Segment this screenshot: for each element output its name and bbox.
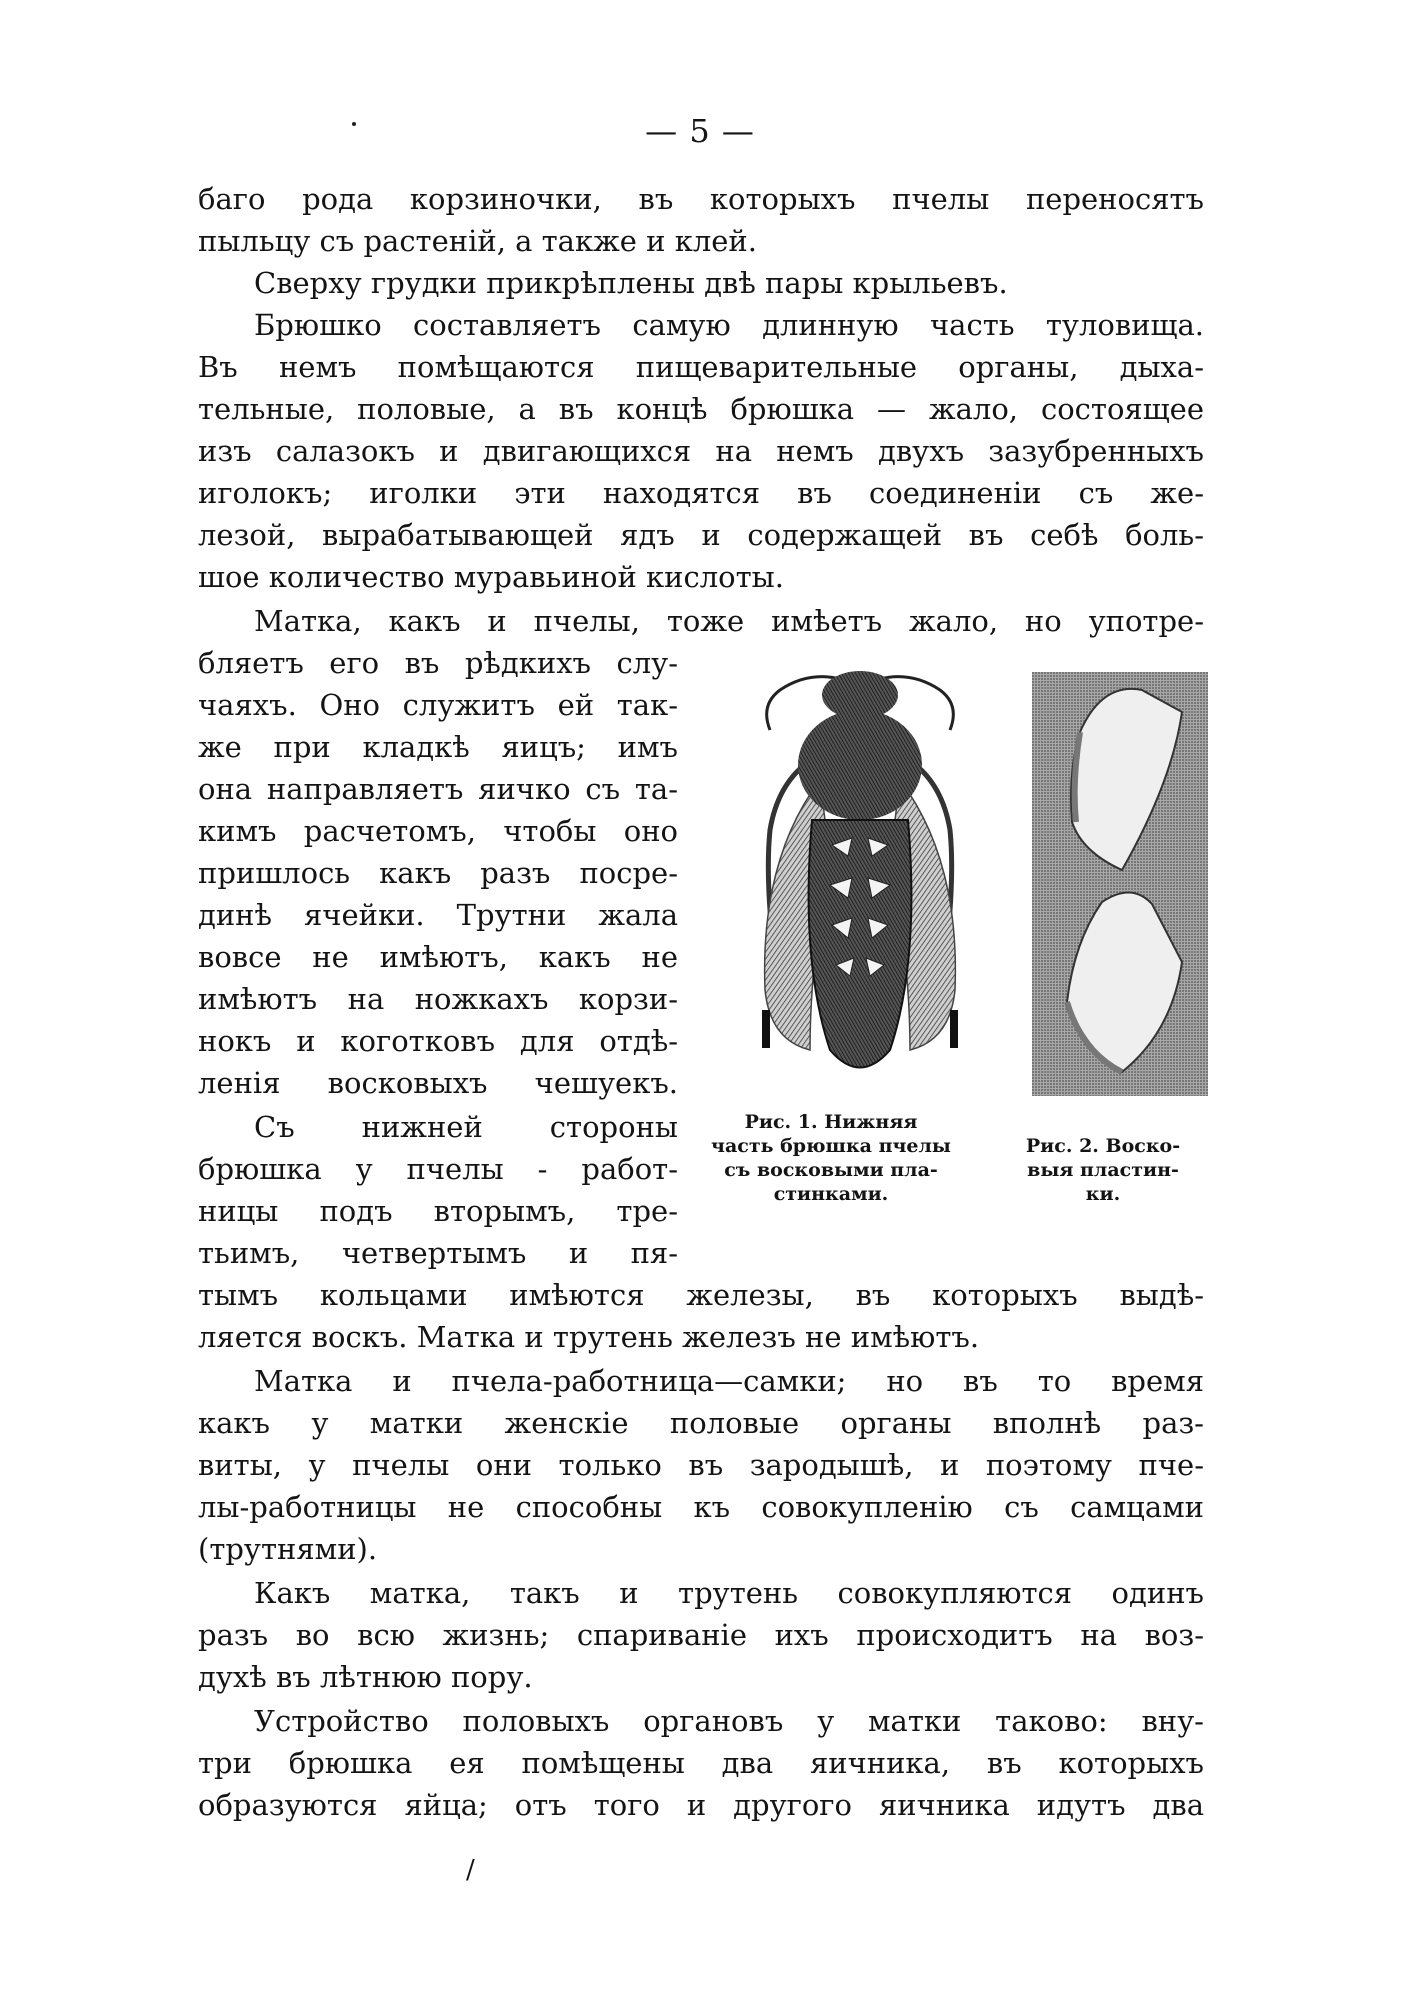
page-number: — 5 — [645,112,755,150]
text-line: Съ нижней стороны [254,1110,678,1144]
text-line: образуются яйца; отъ того и другого яичника идутъ два [198,1788,1204,1822]
text-line: тьимъ, четвертымъ и пя- [198,1236,678,1270]
text-line: духѣ въ лѣтнюю пору. [198,1660,533,1694]
text-line: ляется воскъ. Матка и трутень железъ не имѣютъ. [198,1320,980,1354]
text-line: динѣ ячейки. Трутни жала [198,898,678,932]
wax-plates-illustration [1032,672,1208,1096]
text-line: пыльцу съ растеній, а также и клей. [198,224,757,258]
figure-2-caption [996,1134,1210,1206]
text-line: иголокъ; иголки эти находятся въ соединеніи съ же- [198,476,1204,510]
text-line: брюшка у пчелы - работ- [198,1152,678,1186]
text-line: лы-работницы не способны къ совокупленію съ самцами [198,1490,1204,1524]
caption-line: стинками. [773,1183,889,1205]
text-line: тымъ кольцами имѣются железы, въ которыхъ выдѣ- [198,1278,1204,1312]
text-line: лезой, вырабатывающей ядъ и содержащей въ себѣ боль- [198,518,1204,552]
text-line: баго рода корзиночки, въ которыхъ пчелы переносятъ [198,182,1204,216]
text-line: какъ у матки женскіе половые органы вполнѣ раз- [198,1406,1204,1440]
text-line: Матка, какъ и пчелы, тоже имѣетъ жало, но употре- [254,604,1204,638]
text-line: кимъ расчетомъ, чтобы оно [198,814,678,848]
text-line: нокъ и коготковъ для отдѣ- [198,1024,678,1058]
scan-mark: / [466,1855,475,1885]
text-line: пришлось какъ разъ посре- [198,856,678,890]
text-line: Сверху грудки прикрѣплены двѣ пары крыльевъ. [254,266,1008,300]
text-line: чаяхъ. Оно служитъ ей так- [198,688,678,722]
bee-abdomen-illustration [740,660,980,1090]
scan-speck [352,122,356,126]
text-line: шое количество муравьиной кислоты. [198,560,784,594]
text-line: Какъ матка, такъ и трутень совокупляются одинъ [254,1576,1204,1610]
caption-line: съ восковыми пла- [724,1159,938,1181]
text-line: Въ немъ помѣщаются пищеварительные органы, дыха- [198,350,1204,384]
text-line: тельные, половые, а въ концѣ брюшка — жало, состоящее [198,392,1204,426]
text-line: же при кладкѣ яицъ; имъ [198,730,678,764]
figure-1-caption [686,1110,976,1206]
text-line: ницы подъ вторымъ, тре- [198,1194,678,1228]
caption-line: ки. [1085,1183,1121,1205]
text-line: изъ салазокъ и двигающихся на немъ двухъ зазубренныхъ [198,434,1204,468]
text-line: Устройство половыхъ органовъ у матки таково: вну- [254,1704,1204,1738]
caption-line: часть брюшка пчелы [711,1135,951,1157]
caption-line: Рис. 1. Нижняя [744,1111,918,1133]
text-line: Матка и пчела-работница—самки; но въ то время [254,1364,1204,1398]
text-line: (трутнями). [198,1532,378,1566]
text-line: имѣютъ на ножкахъ корзи- [198,982,678,1016]
caption-line: выя пластин- [1027,1159,1179,1181]
text-line: разъ во всю жизнь; спариваніе ихъ происходитъ на воз- [198,1618,1204,1652]
caption-line: Рис. 2. Воско- [1025,1135,1181,1157]
text-line: ленія восковыхъ чешуекъ. [198,1066,678,1100]
text-line: она направляетъ яичко съ та- [198,772,678,806]
text-line: Брюшко составляетъ самую длинную часть туловища. [254,308,1204,342]
text-line: виты, у пчелы они только въ зародышѣ, и поэтому пче- [198,1448,1204,1482]
text-line: вовсе не имѣютъ, какъ не [198,940,678,974]
text-line: бляетъ его въ рѣдкихъ слу- [198,646,678,680]
text-line: три брюшка ея помѣщены два яичника, въ которыхъ [198,1746,1204,1780]
